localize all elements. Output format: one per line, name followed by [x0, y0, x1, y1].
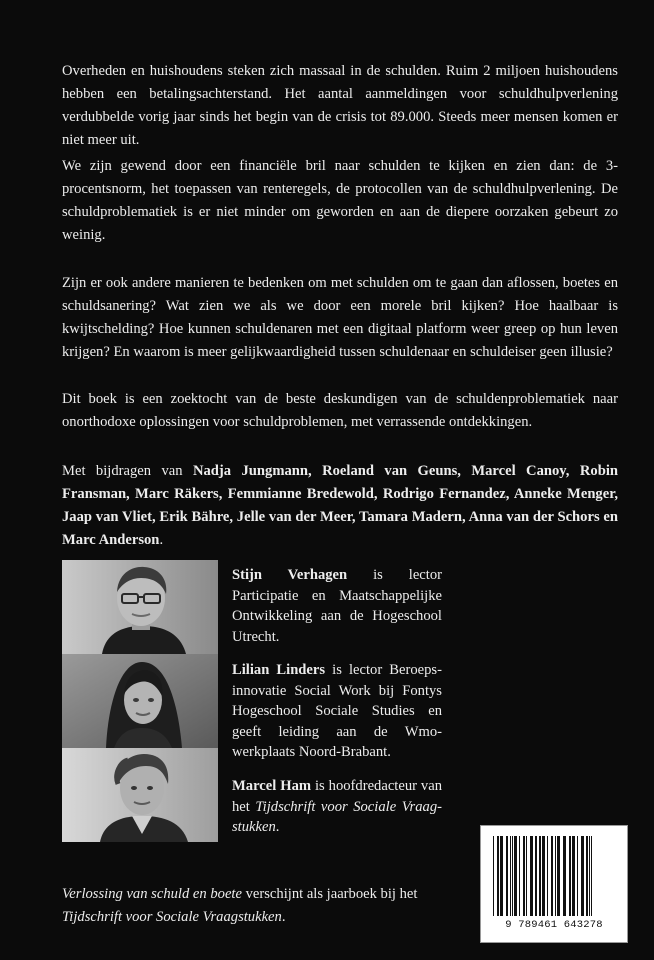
- barcode-bar: [497, 836, 499, 916]
- barcode-bar: [572, 836, 575, 916]
- author-name: Stijn Verhagen: [232, 567, 348, 583]
- barcode-bar: [510, 836, 511, 916]
- contributors-prefix: Met bijdragen van: [62, 463, 193, 479]
- footer-end-text: .: [281, 909, 286, 925]
- author-bio-text: is lector Beroepsinnovatie Social Work bij Fontys Hogeschool Sociale Studies en geeft leiding aan de Wmo-werkplaats Noord-Brabant.: [232, 662, 442, 760]
- barcode-bar: [500, 836, 503, 916]
- barcode-bar: [530, 836, 533, 916]
- author-photo-lilian-linders: [62, 654, 218, 748]
- barcode-bar: [589, 836, 590, 916]
- author-name: Lilian Linders: [232, 662, 326, 678]
- barcode-bar: [551, 836, 553, 916]
- book-title: Verlossing van schuld en boete: [62, 886, 242, 902]
- barcode-bar: [512, 836, 513, 916]
- contributors-names: Nadja Jungmann, Roeland van Geuns, Marcel Canoy, Robin Fransman, Marc Räkers, Femmianne Bredewold, Rodrigo Fernandez, Anneke Menger, Jaap van Vliet, Erik Bähre, Jelle van der Meer, Tamara Madern, Anna van der Schors en Marc Anderson: [62, 463, 618, 548]
- barcode-bar: [526, 836, 527, 916]
- journal-title: Tijdschrift voor Sociale Vraagstukken: [232, 798, 442, 835]
- intro-paragraph-2: We zijn gewend door een financiële bril naar schulden te kijken en zien dan: de 3-procentsnorm, het toepassen van renteregels, de protocollen van de schuldhulpverlening. De schuldproblematiek is er niet minder om geworden en aan de diepere oorzaken gebeurt zo weinig.: [62, 158, 618, 243]
- barcode-bar: [586, 836, 588, 916]
- isbn-barcode: [480, 825, 628, 943]
- barcode-bar: [514, 836, 517, 916]
- barcode-bar: [547, 836, 548, 916]
- footer-middle-text: verschijnt als jaarboek bij het: [241, 886, 418, 902]
- barcode-bar: [577, 836, 578, 916]
- author-bio-stijn-verhagen: [232, 565, 442, 647]
- barcode-bar: [563, 836, 566, 916]
- barcode-bar: [519, 836, 520, 916]
- isbn-number: 9 789461 643278: [505, 919, 603, 931]
- barcode-bar: [539, 836, 541, 916]
- intro-paragraph-4: Dit boek is een zoektocht van de beste deskundigen van de schuldenproblematiek naar onorthodoxe oplossingen voor schuldproblemen, met verrassende ontdekkingen.: [62, 391, 618, 430]
- barcode-bar: [542, 836, 545, 916]
- barcode-bars: [491, 836, 617, 916]
- barcode-bar: [591, 836, 592, 916]
- barcode-bar: [523, 836, 525, 916]
- footer-note: [62, 883, 462, 929]
- intro-paragraph-3: Zijn er ook andere manieren te bedenken om met schulden om te gaan dan aflossen, boetes en schuldsanering? Wat zien we als we door een morele bril kijken? Hoe haalbaar is kwijtschelding? Hoe kunnen schuldenaren met een digitaal platform weer greep op hun leven krijgen? En waarom is meer gelijkwaardigheid tussen schuldenaar en schuldeiser geen illusie?: [62, 275, 618, 360]
- barcode-bar: [555, 836, 556, 916]
- author-bio-lilian-linders: [232, 660, 442, 763]
- contributors-suffix: .: [159, 532, 164, 548]
- contributors-paragraph: [62, 460, 618, 552]
- author-bio-text-end: .: [275, 819, 280, 835]
- author-photo-marcel-ham: [62, 748, 218, 842]
- barcode-bar: [569, 836, 571, 916]
- barcode-bar: [557, 836, 560, 916]
- barcode-bar: [493, 836, 494, 916]
- author-bio-text: is lector Participatie en Maatschappelijke Ontwikkeling aan de Hogeschool Utrecht.: [232, 567, 442, 645]
- barcode-bar: [581, 836, 584, 916]
- author-bio-marcel-ham: [232, 776, 442, 838]
- barcode-bar: [506, 836, 508, 916]
- journal-title: Tijdschrift voor Sociale Vraagstukken: [62, 909, 282, 925]
- author-name: Marcel Ham: [232, 778, 312, 794]
- barcode-bar: [535, 836, 537, 916]
- author-photo-stijn-verhagen: [62, 560, 218, 654]
- intro-paragraph-1: Overheden en huishoudens steken zich massaal in de schulden. Ruim 2 miljoen huishoudens hebben een betalingsachterstand. Het aantal aanmeldingen voor schuldhulpverlening verdubbelde vorig jaar sinds het begin van de crisis tot 89.000. Steeds meer mensen komen er niet meer uit.: [62, 63, 618, 148]
- author-bio-text: is hoofdredacteur van het: [232, 778, 443, 815]
